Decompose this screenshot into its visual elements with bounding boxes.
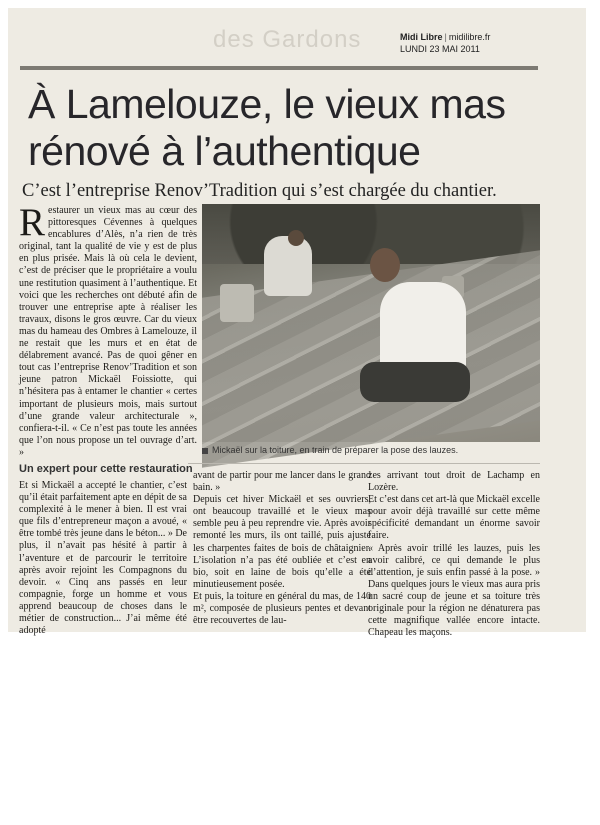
caption-rule (188, 463, 540, 464)
roof-photo (202, 204, 540, 442)
bucket (220, 284, 254, 322)
ghost-heading: des Gardons (213, 26, 362, 53)
paragraph: Et si Mickaël a accepté le chantier, c’est qu’il était parfaitement apte en dépit de sa complexité à le mener à bien. Il est vrai que fils d’entrepreneur maçon a avoué, « être tombé très jeune dans le béton... » De plus, il n’avait pas hésité à partir à l’aventure et de parcourir le territoire après avoir rejoint les Compagnons du devoir. « Cinq ans passés en leur compagnie, forge un homme et vous apprend beaucoup de choses dans le métier de construction... J’ai même été adopté (19, 480, 187, 637)
subheadline: C’est l’entreprise Renov’Tradition qui s’est chargée du chantier. (22, 181, 497, 201)
column-2 (193, 470, 371, 627)
worker-foreground (380, 282, 466, 372)
headline-line-1: À Lamelouze, le vieux mas (28, 81, 506, 127)
column-3 (368, 470, 540, 639)
paragraph: avant de partir pour me lancer dans le grand bain. » (193, 470, 371, 494)
newspaper-clipping (8, 8, 586, 639)
paragraph: Et c’est dans cet art-là que Mickaël excelle pour avoir déjà travaillé sur cette même spécificité demandant un énorme savoir faire. (368, 494, 540, 542)
caption-square-icon (202, 448, 208, 454)
paper-name: Midi Libre (400, 32, 443, 42)
paragraph: Depuis cet hiver Mickaël et ses ouvriers, ont beaucoup travaillé et le vieux mas semble peu à peu reprendre vie. Après avoir remonté les murs, ils ont taillé, puis ajusté les charpentes faites de bois de châtaignier. L’isolation n’a pas été oubliée et c’est en bio, soit en laine de bois qu’elle a été minutieusement posée. (193, 494, 371, 590)
trees-background (202, 204, 540, 264)
paragraph: « Après avoir trillé les lauzes, puis les avoir calibré, ce qui demande le plus d’attention, je suis enfin passé à la pose. » Dans quelques jours le vieux mas aura pris un sacré coup de jeune et sa toiture très originale pour la région ne dénaturera pas cette magnifique vallée encore intacte. Chapeau les maçons. (368, 542, 540, 639)
lead-paragraph: estaurer un vieux mas au cœur des pittoresques Cévennes à quelques encablures d’Alès, n’a rien de très original, tant la qualité de vie y est de plus en plus prisée. Mais là où cela le devient, c’est de préciser que le propriétaire a voulu une restitution quasiment à l’authentique. Et voici que les recherches ont débuté afin de trouver une entreprise apte à réaliser les travaux, disons le gros œuvre. Car du vieux mas du hameau des Ombres à Lamelouze, il ne restait que les murs et en état de délabrement avancé. Pas de quoi gêner en tout cas l’entreprise Renov’Tradition et son jeune patron Mickaël Foissiotte, qui n’hésitera pas à entamer le chantier « certes important de plusieurs mois, mais surtout d’une grande valeur architecturale », confiera-t-il. « Ce n’est pas toute les années que l’on nous propose un tel ouvrage d’art. » (19, 205, 197, 458)
header-rule (20, 66, 538, 70)
worker-background (264, 236, 312, 296)
section-heading: Un expert pour cette restauration (19, 463, 193, 475)
photo-caption-text: Mickaël sur la toiture, en train de préparer la pose des lauzes. (212, 445, 459, 455)
stone-roof (202, 250, 540, 468)
headline (28, 81, 548, 175)
paragraph: Et puis, la toiture en général du mas, de 140 m², composée de plusieurs pentes et devant être recouvertes de lau- (193, 590, 371, 627)
headline-line-2: rénové à l’authentique (28, 128, 421, 174)
issue-date: LUNDI 23 MAI 2011 (400, 44, 480, 54)
photo-caption (202, 445, 542, 456)
column-1-lower (19, 480, 187, 637)
drop-cap: R (19, 201, 46, 244)
masthead: Midi Libre | midilibre.fr LUNDI 23 MAI 2011 (400, 31, 510, 55)
paper-site: midilibre.fr (448, 32, 491, 42)
paragraph: zes arrivant tout droit de Lachamp en Lozère. (368, 470, 540, 494)
lead-column (19, 201, 197, 459)
